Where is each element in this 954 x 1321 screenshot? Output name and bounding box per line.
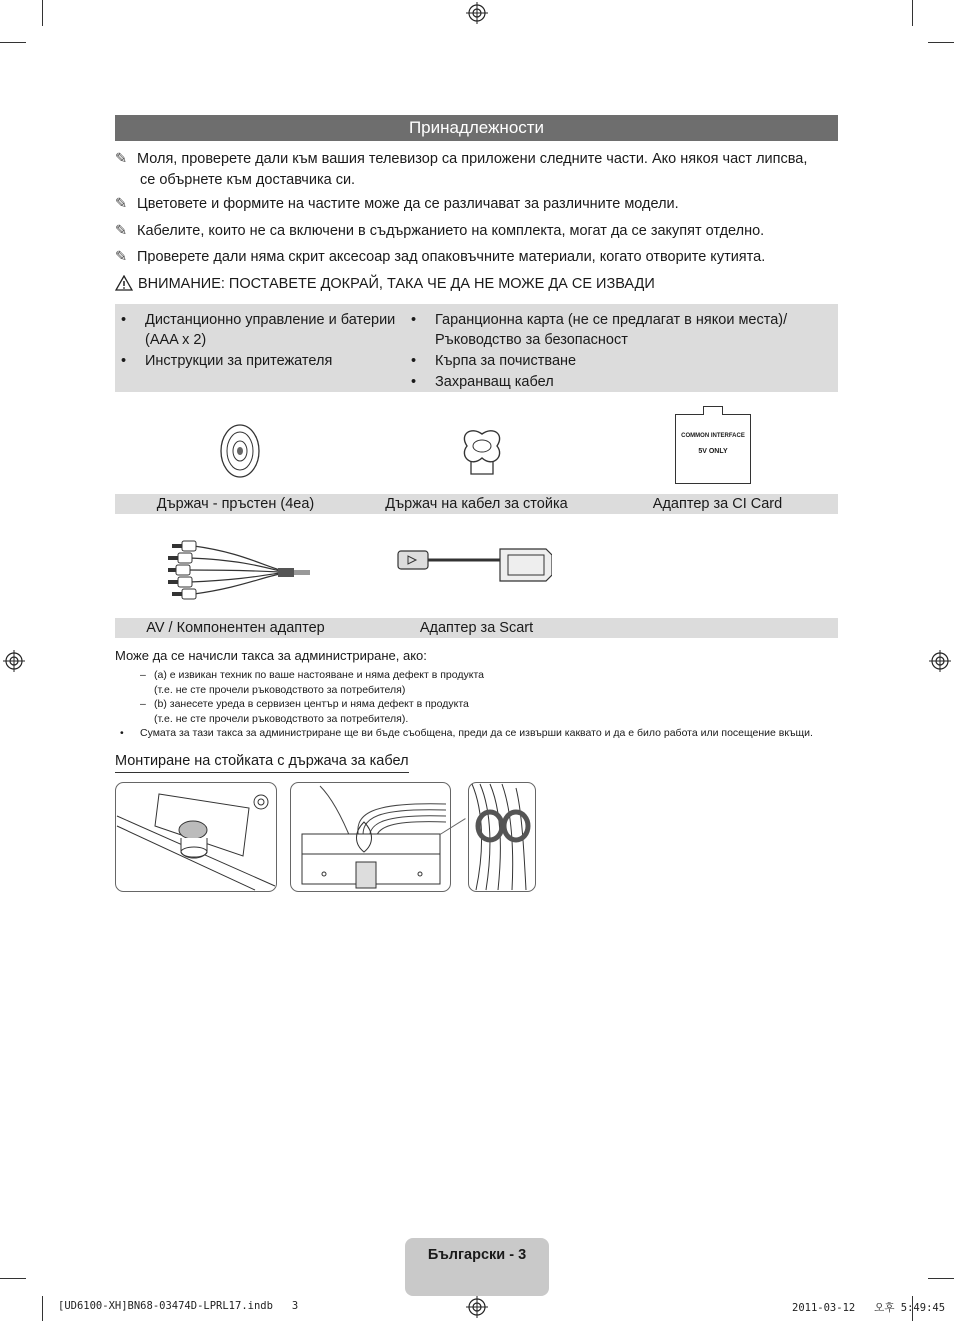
caption-row: [115, 494, 838, 514]
note: [115, 221, 840, 242]
accessories-list-left: [115, 310, 405, 372]
stand-assembly-step2-illustration: [290, 782, 451, 892]
stand-assembly-detail-illustration: [468, 782, 536, 892]
list-item: • Инструкции за притежателя: [121, 353, 333, 369]
note-pen-icon: ✎: [115, 223, 128, 239]
warning-text: ВНИМАНИЕ: ПОСТАВЕТЕ ДОКРАЙ, ТАКА ЧЕ ДА НЕ МОЖЕ ДА СЕ ИЗВАДИ: [138, 276, 655, 292]
note-text: Проверете дали няма скрит аксесоар зад опаковъчните материали, когато отворите кутията.: [137, 249, 766, 265]
caption-ci-card-adapter: Адаптер за CI Card: [652, 496, 783, 512]
registration-mark-icon: [466, 2, 488, 24]
warning: [115, 274, 655, 294]
cable-holder-illustration: [457, 424, 507, 476]
note-pen-icon: ✎: [115, 151, 128, 167]
crop-mark: [0, 42, 26, 43]
crop-mark: [928, 42, 954, 43]
print-timestamp: 2011-03-12 오후 5:49:45: [792, 1302, 946, 1314]
crop-mark: [912, 0, 913, 26]
caption-row: [115, 618, 838, 638]
note: [115, 247, 840, 268]
registration-mark-icon: [3, 650, 25, 672]
stand-assembly-step1-illustration: [115, 782, 277, 892]
note-text: Моля, проверете дали към вашия телевизор са приложени следните части. Ако някоя част липсва,: [137, 151, 808, 167]
list-item: • Захранващ кабел: [411, 374, 554, 390]
list-item: • Дистанционно управление и батерии (AAA x 2): [121, 312, 396, 348]
fee-item: – (b) занесете уреда в сервизен център и няма дефект в продукта (т.е. не сте прочели ръководството за потребителя).: [140, 698, 469, 725]
accessories-list-right: [405, 310, 835, 393]
note: [115, 194, 840, 215]
ci-card-label: 5V ONLY: [698, 448, 728, 455]
ci-card-adapter-illustration: [675, 414, 751, 484]
registration-mark-icon: [466, 1296, 488, 1318]
caption-scart-adapter: Адаптер за Scart: [419, 620, 534, 636]
ci-card-label: COMMON INTERFACE: [681, 433, 745, 439]
note-text: Кабелите, които не са включени в съдържанието на комплекта, могат да се закупят отделно.: [137, 223, 765, 239]
caption-cable-holder: Държач на кабел за стойка: [385, 496, 568, 512]
caption-av-adapter: AV / Компонентен адаптер: [146, 620, 325, 636]
av-component-adapter-illustration: [168, 538, 314, 606]
scart-adapter-illustration: [396, 545, 552, 587]
list-item: • Гаранционна карта (не се предлагат в някои места)/ Ръководство за безопасност: [411, 312, 788, 348]
crop-mark: [42, 0, 43, 26]
ci-card-tab: [703, 406, 723, 415]
holder-ring-illustration: [218, 422, 262, 480]
warning-triangle-icon: [115, 275, 133, 291]
note-text: Цветовете и формите на частите може да се различават за различните модели.: [137, 196, 679, 212]
note-pen-icon: ✎: [115, 196, 128, 212]
file-info: [UD6100-XH]BN68-03474D-LPRL17.indb 3: [58, 1300, 299, 1312]
fee-item: – (a) е извикан техник по ваше настояване и няма дефект в продукта (т.е. не сте прочели ръководството за потребителя): [140, 669, 484, 696]
crop-mark: [42, 1296, 43, 1321]
crop-mark: [928, 1278, 954, 1279]
page-number-tab: Български - 3: [405, 1238, 549, 1296]
accessories-box: [115, 304, 838, 392]
registration-mark-icon: [929, 650, 951, 672]
note-pen-icon: ✎: [115, 249, 128, 265]
stand-assembly-heading: Монтиране на стойката с държача за кабел: [115, 751, 409, 773]
crop-mark: [0, 1278, 26, 1279]
fee-note: • Сумата за тази такса за администриране ще ви бъде съобщена, преди да се извърши каквато и да е било работа или посещение вкъщи.: [120, 727, 813, 739]
caption-holder-ring: Държач - пръстен (4еа): [156, 496, 315, 512]
note-text: се обърнете към доставчика си.: [140, 172, 356, 188]
note: [115, 149, 840, 191]
list-item: • Кърпа за почистване: [411, 353, 577, 369]
fee-intro: Може да се начисли такса за администриране, ако:: [115, 648, 427, 663]
section-title: Принадлежности: [115, 115, 838, 141]
